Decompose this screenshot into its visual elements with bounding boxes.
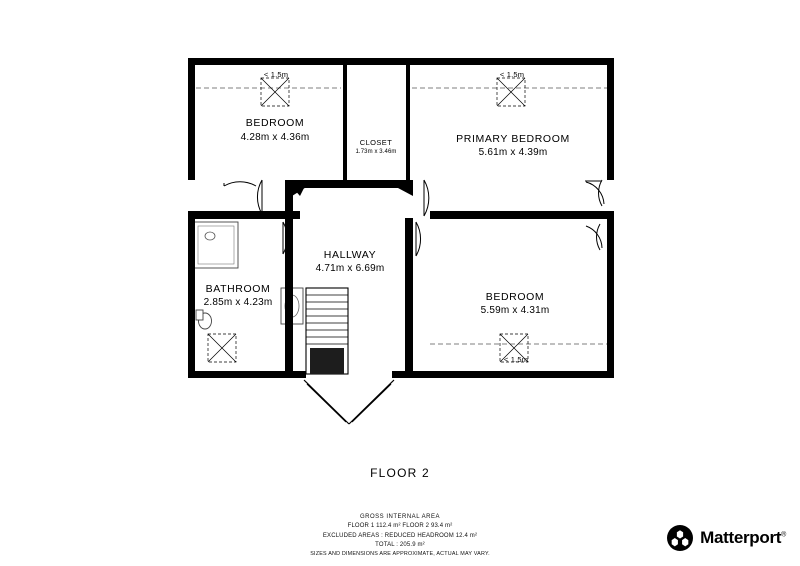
area-summary-disclaimer: SIZES AND DIMENSIONS ARE APPROXIMATE, ACTUAL MAY VARY. <box>310 551 490 558</box>
floor-title: FLOOR 2 <box>370 466 430 480</box>
room-label-bedroom-2: BEDROOM <box>485 291 545 303</box>
room-dimensions-bedroom-1: 4.28m x 4.36m <box>240 132 310 143</box>
room-label-bedroom-1: BEDROOM <box>245 117 305 129</box>
room-dimensions-hallway: 4.71m x 6.69m <box>315 263 385 274</box>
ceiling-note-primary-bedroom: < 1.5m <box>499 70 525 79</box>
bay-window-walls <box>304 380 394 424</box>
room-dimensions-bedroom-2: 5.59m x 4.31m <box>480 305 550 316</box>
matterport-name: Matterport <box>700 528 782 547</box>
room-dimensions-bathroom: 2.85m x 4.23m <box>203 297 273 308</box>
room-label-bathroom: BATHROOM <box>205 283 271 295</box>
ceiling-note-bedroom-1: < 1.5m <box>263 70 289 79</box>
room-label-hallway: HALLWAY <box>323 249 377 261</box>
area-summary-total: TOTAL : 205.9 m² <box>375 541 425 548</box>
room-dimensions-closet: 1.73m x 3.46m <box>355 149 397 155</box>
matterport-branding <box>667 525 786 551</box>
matterport-trademark: ® <box>781 531 786 539</box>
matterport-wordmark <box>700 528 786 548</box>
room-label-closet: CLOSET <box>359 138 393 147</box>
area-summary-title: GROSS INTERNAL AREA <box>360 514 440 520</box>
staircase <box>306 288 348 374</box>
room-label-primary-bedroom: PRIMARY BEDROOM <box>456 133 570 145</box>
ceiling-note-bedroom-2: < 1.5m <box>503 355 529 364</box>
matterport-logo-icon <box>667 525 693 551</box>
area-summary-floors: FLOOR 1 112.4 m² FLOOR 2 93.4 m² <box>347 523 453 530</box>
area-summary-excluded: EXCLUDED AREAS : REDUCED HEADROOM 12.4 m² <box>322 532 478 539</box>
room-dimensions-primary-bedroom: 5.61m x 4.39m <box>478 147 548 158</box>
